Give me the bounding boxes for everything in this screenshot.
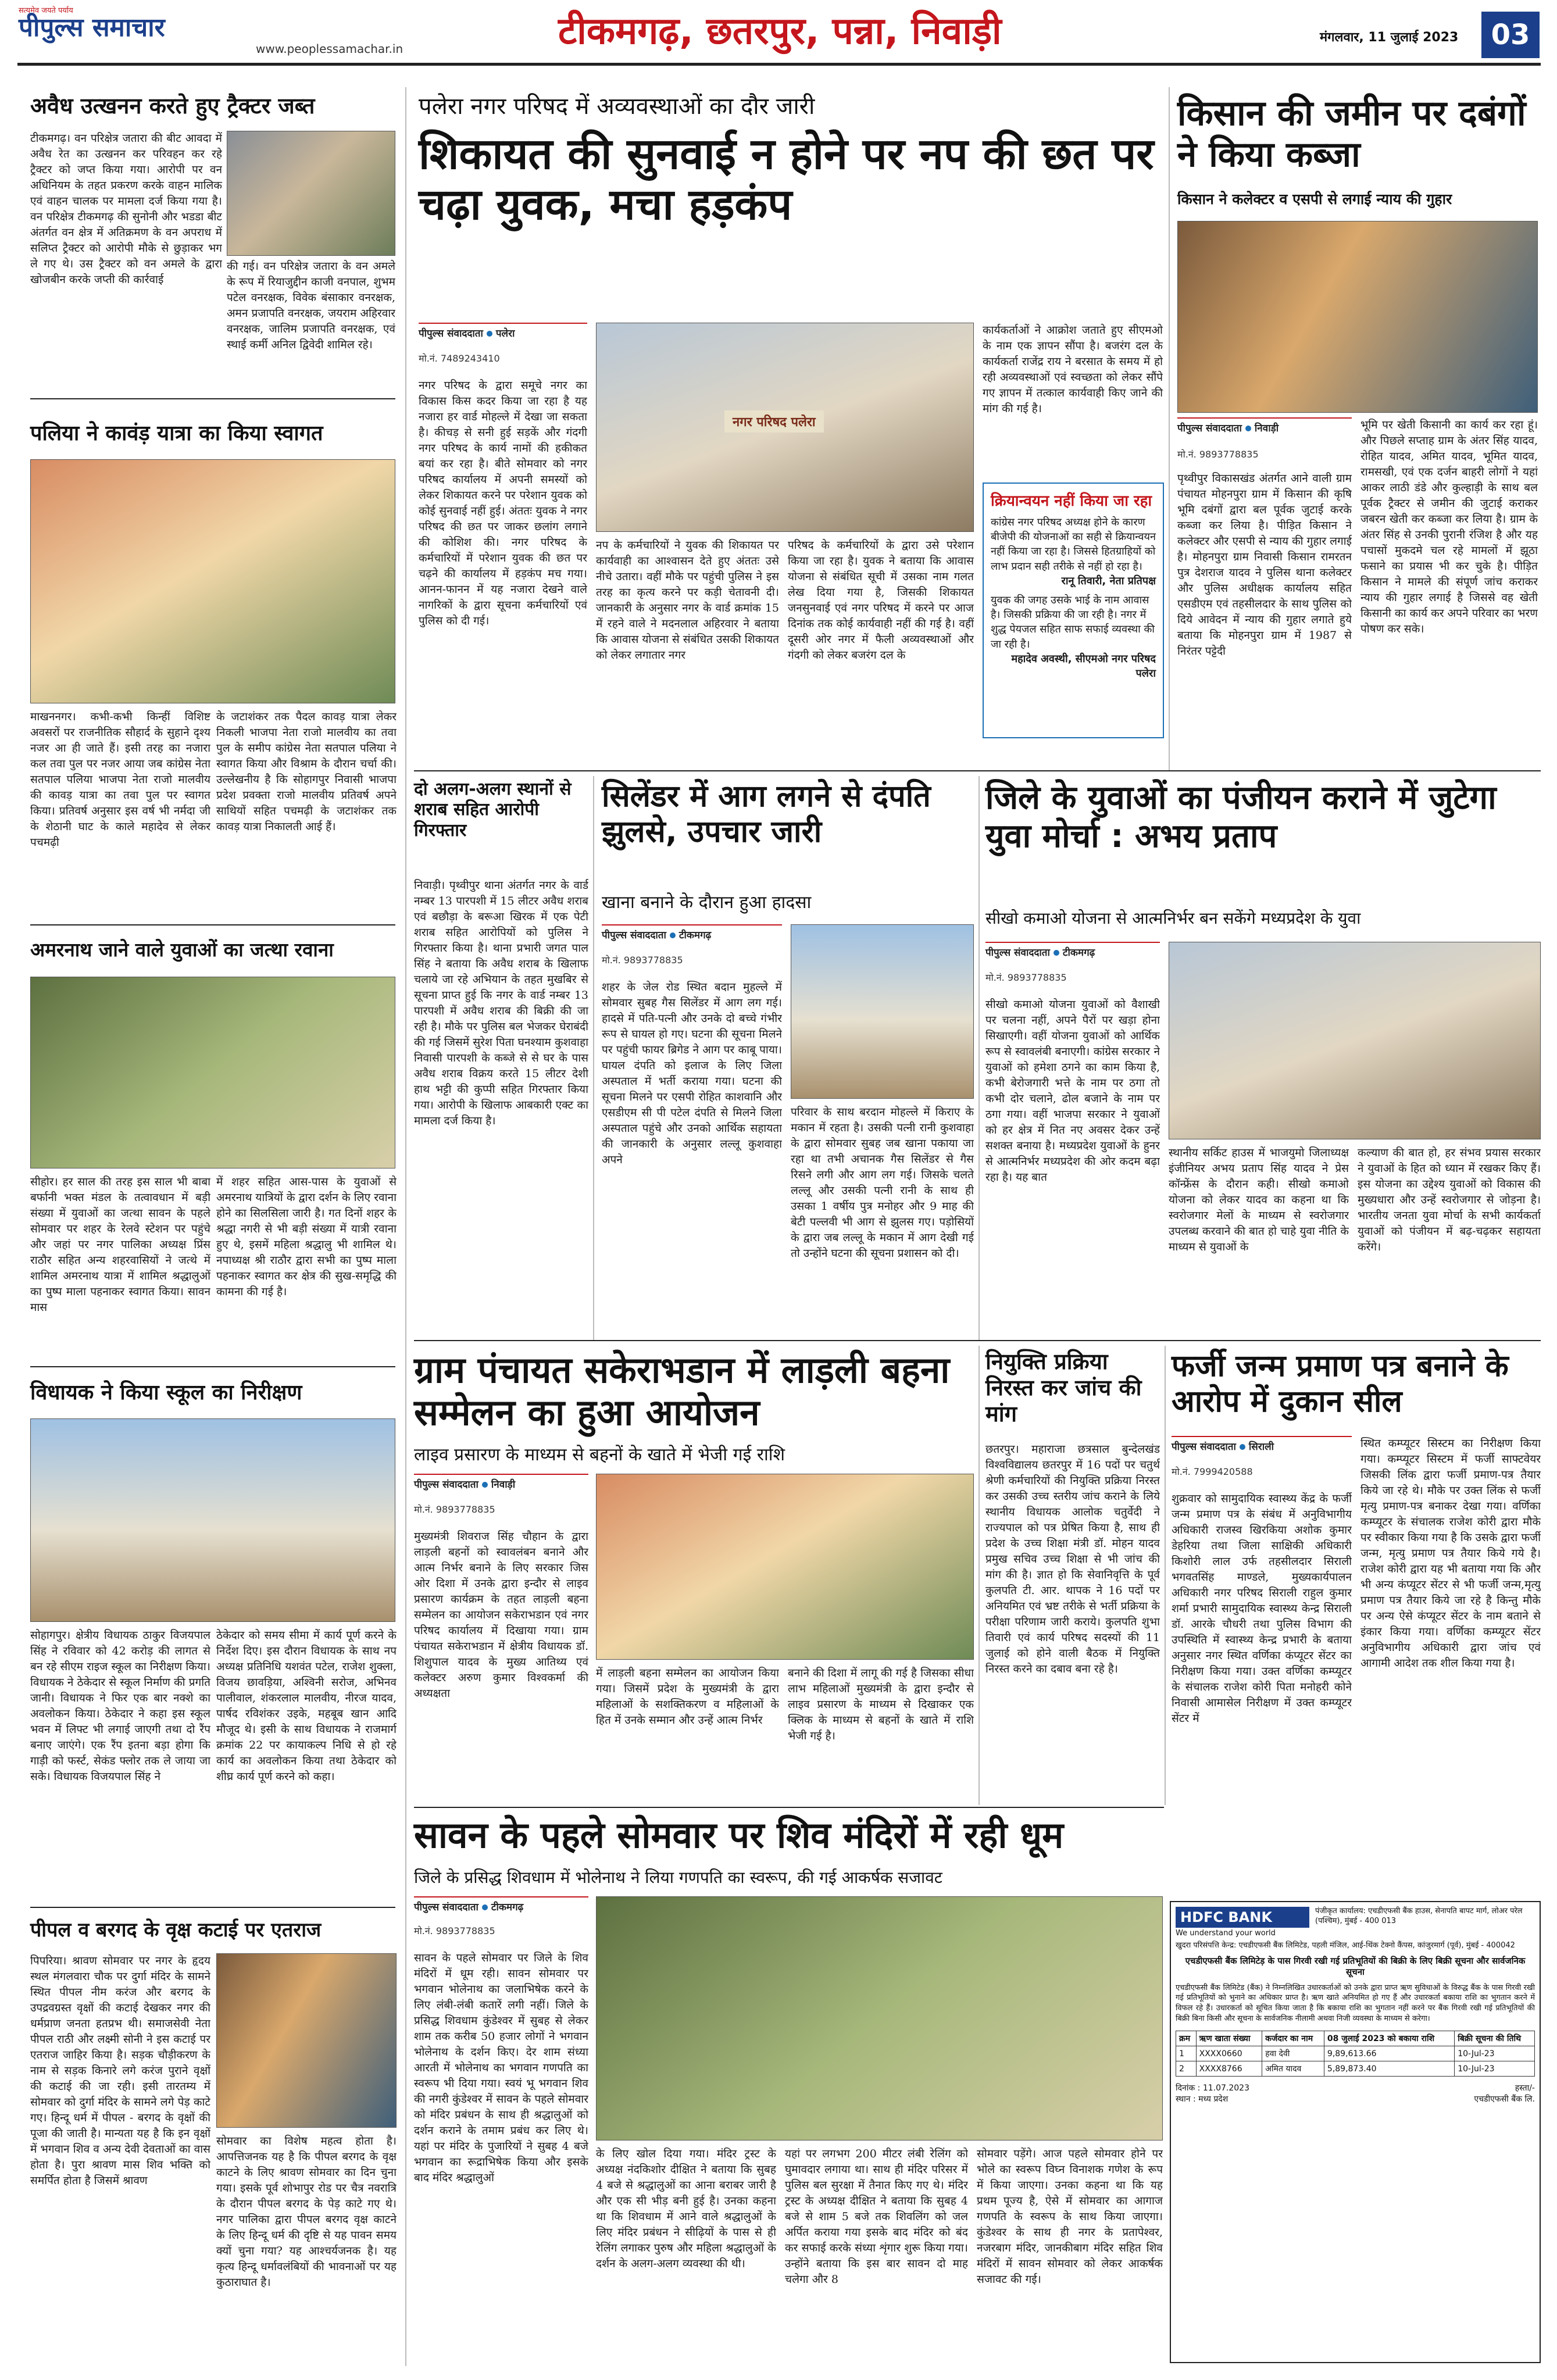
sawan-byline [414, 1896, 588, 1913]
notice-title: एचडीएफसी बैंक लिमिटेड़ के पास गिरवी रखी गई प्रतिभूतियों की बिक्री के लिए बिक्री सूचना और सार्वजनिक सूचना [1185, 1955, 1526, 1978]
column-divider [979, 1346, 980, 1805]
youth-body-a: सीखो कमाओ योजना युवाओं को वैशाखी पर चलना नहीं, अपने पैरों पर खड़ा होना सिखाएगी। वहीं योजना युवाओं को आर्थिक रूप से स्वावलंबी बनाएगी। कांग्रेस सरकार ने युवाओं को हमेशा ठगने का काम किया है, कभी बेरोजगारी भत्ते के नाम पर ठगा तो कभी दोर चलाने, ढोल बजाने के नाम पर ठगा गया। वहीं भाजपा सरकार ने युवाओं को हर क्षेत्र में नित नए अवसर देकर उन्हें सशक्त बनाया है। मध्यप्रदेश युवाओं के हुनर से आत्मनिर्भर मध्यप्रदेश की ओर कदम बढ़ा रहा है। यह बात [985, 998, 1160, 1184]
notice-body: एचडीएफसी बैंक लिमिटेड (बैंक) ने निम्नलिखित उधारकर्ताओं को उनके द्वारा प्राप्त ऋण सुविधाओं के विरुद्ध बैंक के पास गिरवी रखी गई प्रतिभूतियों को भुनाने का अधिकार प्राप्त है। ऋण खाते अनियमित हो गए हैं और उधारकर्ता बकाया राशि का भुगतान करने में विफल रहे हैं। उधारकर्ता को सूचित किया जाता है कि बकाया राशि का भुगतान नहीं करने पर बैंक गिरवी रखी गई प्रतिभूतियों की बिक्री बिना किसी और सूचना के सार्वजनिक नीलामी अथवा निजी व्यवस्था के माध्यम से करेगा। [1176, 1983, 1535, 2023]
amarnath-group-photo [30, 977, 395, 1168]
quote-1-author: रानू तिवारी, नेता प्रतिपक्ष [1061, 574, 1156, 587]
cylinder-byline [602, 924, 782, 941]
youth-mobile: मो.नं. 9893778835 [985, 972, 1067, 983]
story2-headline: पलिया ने कावंड़ यात्रा का किया स्वागत [30, 421, 323, 445]
column-divider [405, 87, 406, 2366]
col-header: 08 जुलाई 2023 को बकाया राशि [1324, 2031, 1454, 2046]
youth-subhead: सीखो कमाओ योजना से आत्मनिर्भर बन सकेंगे मध्यप्रदेश के युवा [985, 909, 1361, 928]
table-cell: XXXX8766 [1196, 2061, 1262, 2077]
byline-label: पीपुल्स संवाददाता [1172, 1441, 1236, 1453]
masthead-title: पीपुल्स समाचार [19, 13, 165, 42]
sharab-body: निवाड़ी। पृथ्वीपुर थाना अंतर्गत नगर के वार्ड नम्बर 13 पारपशी में 15 लीटर अवैध शराब एवं बछौड़ा के बरूआ खिरक में एक पेटी शराब सहित आरोपियों को पुलिस ने गिरफ्तार किया है। थाना प्रभारी जगत पाल सिंह ने बताया कि अवैध शराब के खिलाफ चलाये जा रहे अभियान के तहत मुखबिर से सूचना प्राप्त हुई कि नगर के वार्ड नम्बर 13 पारपशी में अवैध शराब की बिक्री की जा रही है। मौके पर पुलिस बल भेजकर घेराबंदी की गई जिसमें सुरेश पिता घनश्याम कुशवाहा निवासी पारपशी के कब्जे से से घर के पास अवैध शराब विक्रय करते 15 लीटर देशी हाथ भट्टी की कुप्पी सहित गिरफ्तार किया गया। आरोपी के खिलाफ आबकारी एक्ट का मामला दर्ज किया है। [414, 879, 588, 1127]
kisan-body-b: भूमि पर खेती किसानी का कार्य कर रहा हूं। और पिछले सप्ताह ग्राम के अंतर सिंह यादव, रोहित यादव, अमित यादव, भूमित यादव, रामसखी, एवं एक दर्जन बाहरी लोगों ने यहां आकर लाठी डंडे और कुल्हाड़ी के साथ बल पूर्वक ट्रैक्टर से जमीन की जुटाई कराकर जबरन खेती कर कब्जा कर लिया है। ग्राम के अंतर सिंह से उनकी पुरानी रंजिश है और यह पचासों मुकदमे चल रहे मामलों में झूठा फसाने का प्रयास भी कर चुके है। पीड़ित किसान ने मामले की संपूर्ण जांच कराकर न्याय की गुहार लगाई है जिससे वह खेती किसानी का कार्य कर अपने परिवार का भरण पोषण कर सके। [1360, 419, 1538, 635]
niyukti-body: छतरपुर। महाराजा छत्रसाल बुन्देलखंड विश्वविद्यालय छतरपुर में 16 पदों पर चतुर्थ श्रेणी कर्मचारियों की नियुक्ति प्रक्रिया निरस्त कर उसकी उच्च स्तरीय जांच कराने के लिये स्थानीय विधायक आलोक चतुर्वेदी ने राज्यपाल को पत्र प्रेषित किया है, साथ ही प्रदेश के उच्च शिक्षा मंत्री डॉ. मोहन यादव प्रमुख सचिव उच्च शिक्षा से भी जांच की मांग की है। ज्ञात हो कि सेवानिवृत्ति के पूर्व कुलपति टी. आर. थापक ने 16 पदों पर अनियमित एवं भ्रष्ट तरीके से भर्ती प्रक्रिया के परीक्षा परिणाम जारी कराये। कुलपति शुभा तिवारी एवं कार्य परिषद सदस्यों की 11 जुलाई को होने वाली बैठक में नियुक्ति निरस्त करने का दबाव बना रहे है। [985, 1443, 1160, 1675]
table-cell: XXXX0660 [1196, 2046, 1262, 2061]
table-cell: 10-Jul-23 [1455, 2061, 1535, 2077]
col-header: ऋण खाता संख्या [1196, 2031, 1262, 2046]
bank-logo [1176, 1907, 1309, 1938]
byline-place: पलेरा [495, 328, 515, 340]
palera-headline: शिकायत की सुनवाई न होने पर नप की छत पर चढ़ा युवक, मचा हड़कंप [419, 129, 1154, 230]
table-cell: 10-Jul-23 [1455, 2046, 1535, 2061]
kisan-mobile: मो.नं. 9893778835 [1177, 449, 1259, 460]
palera-body-d: कार्यकर्ताओं ने आक्रोश जताते हुए सीएमओ के नाम एक ज्ञापन सौंपा है। बजरंग दल के कार्यकर्ता राजेंद्र राय ने बरसात के समय में हो रही अव्यवस्थाओं एवं स्वच्छता को लेकर सौंपे गए ज्ञापन में तत्काल कार्यवाही किए जाने की मांग की गई है। [983, 324, 1163, 415]
divider [414, 1340, 1541, 1341]
palera-quote-box [983, 483, 1164, 738]
table-cell: अमित यादव [1262, 2061, 1324, 2077]
kisan-body-a: पृथ्वीपुर विकासखंड अंतर्गत आने वाली ग्राम पंचायत मोहनपुरा ग्राम में किसान की कृषि भूमि दबंगों द्वारा बल पूर्वक जुटाई करके कब्जा कर लिया है। पीड़ित किसान ने कलेक्टर और एसपी से न्याय की गुहार लगाई है। मोहनपुरा ग्राम निवासी किसान रामरतन पुत्र देशराज यादव ने पुलिस थाना कलेक्टर और पुलिस अधीक्षक कार्यालय सहित एसडीएम एवं तहसीलदार के साथ पुलिस को दिये आवेदन में न्याय की गुहार लगाते हुये बताया कि मोहनपुरा ग्राम में 1987 से निरंतर पट्टेदी [1177, 472, 1352, 657]
byline-label: पीपुल्स संवाददाता [1177, 423, 1242, 434]
bullet-icon [1245, 426, 1251, 431]
farji-body-a: शुक्रवार को सामुदायिक स्वास्थ्य केंद्र के फर्जी जन्म प्रमाण पत्र के संबंध में अनुविभागीय अधिकारी राजस्व खिरकिया अशोक कुमार डेहरिया तथा जिला साक्षिकी अधिकारी किशोरी लाल उर्फ तहसीलदार सिराली भगवतसिंह माण्डले, मुख्यकार्यपालन अधिकारी नगर परिषद सिराली राहुल कुमार शर्मा प्रभारी सामुदायिक स्वास्थ्य केन्द्र सिराली डॉ. आरके चौधरी तथा पुलिस विभाग की उपस्थिति में स्वास्थ्य केन्द्र प्रभारी के बताया अनुसार नगर स्थित वर्णिका कंप्यूटर सेंटर का निरीक्षण किया गया। उक्त वर्णिका कम्प्यूटर के संचालक राजेश कोरी पिता मनोहरी कोने निवासी आमासेल निरीक्षण में उक्त कम्प्यूटर सेंटर में [1172, 1492, 1352, 1725]
table-cell: 2 [1176, 2061, 1197, 2077]
byline-label: पीपुल्स संवाददाता [602, 930, 666, 941]
sawan-body-c: यहां पर लगभग 200 मीटर लंबी रेलिंग को घुमावदार लगाया था। साथ ही मंदिर परिसर में पुलिस बल सुरक्षा में तैनात किए गए थे। मंदिर ट्रस्ट के अध्यक्ष दीक्षित ने बताया कि सुबह 4 बजे से शाम 5 बजे तक शिवलिंग को जल अर्पित कराया गया इसके बाद मंदिर को बंद कर सफाई करके संध्या शृंगार शुरू किया गया। उन्होंने बताया कि इस बार सावन दो माह चलेगा और 8 [785, 2147, 968, 2286]
gram-byline [414, 1474, 588, 1491]
gram-body-a: मुख्यमंत्री शिवराज सिंह चौहान के द्वारा लाड़ली बहनों को स्वावलंबन बनाने और आत्म निर्भर बनाने के लिए सरकार जिस ओर दिशा में उनके द्वारा इन्दौर से लाइव प्रसारण कार्यक्रम के तहत लाड़ली बहना सम्मेलन का आयोजन सकेराभडान एवं नगर परिषद कार्यालय में दिखाया गया। ग्राम पंचायत सकेराभडान में क्षेत्रीय विधायक डॉ. शिशुपाल यादव के मुख्य आतिथ्य एवं कलेक्टर अरुण कुमार विश्वकर्मा की अध्यक्षता [414, 1530, 588, 1700]
column-divider [593, 776, 594, 1340]
byline-label: पीपुल्स संवाददाता [419, 328, 483, 340]
sawan-mobile: मो.नं. 9893778835 [414, 1925, 495, 1936]
page-title: टीकमगढ़, छतरपुर, पन्ना, निवाड़ी [558, 10, 1002, 53]
sawan-headline: सावन के पहले सोमवार पर शिव मंदिरों में रही धूम [414, 1814, 1064, 1856]
bank-notice [1170, 1901, 1541, 2363]
bullet-icon [482, 1482, 488, 1488]
photo-signboard: नगर परिषद पलेरा [724, 410, 824, 433]
issue-date: मंगलवार, 11 जुलाई 2023 [1320, 30, 1459, 45]
kisan-byline [1177, 417, 1352, 434]
story4-body-a: सोहागपुर। क्षेत्रीय विधायक ठाकुर विजयपाल सिंह ने रविवार को 42 करोड़ की लागत से बन रहे सीएम राइज स्कूल का निरीक्षण किया। विधायक ने ठेकेदार से स्कूल निर्माण की प्रगति जानी। विधायक ने फिर एक बार नक्शे का अवलोकन किया। ठेकेदार ने कहा इस स्कूल भवन में लिफ्ट भी लगाई जाएगी तथा दो रैंप बनाए जाएंगे। एक रैंप इतना बड़ा होगा कि गाड़ी को फर्स्ट, सेकंड फ्लोर तक ले जाया जा सके। विधायक विजयपाल सिंह ने [30, 1629, 210, 1783]
palera-kicker: पलेरा नगर परिषद में अव्यवस्थाओं का दौर जारी [419, 93, 815, 120]
niyukti-headline: नियुक्ति प्रक्रिया निरस्त कर जांच की मांग [985, 1349, 1142, 1427]
palera-body-c: परिषद के कर्मचारियों के द्वारा उसे परेशान किया जा रहा है। युवक ने बताया कि आवास योजना से संबंधित सूची में उसका नाम गलत लेख दिया गया है, जिसकी शिकायत जनसुनवाई एवं नगर परिषद में करने पर आज दिनांक तक कोई कार्यवाही नहीं की गई है। वहीं दूसरी ओर नगर में फैली अव्यवस्थाओं और गंदगी को लेकर बजरंग दल के [788, 539, 974, 662]
divider [30, 398, 395, 399]
quote-2 [991, 593, 1156, 681]
temple-crowd-photo [596, 1896, 1163, 2140]
youth-headline: जिले के युवाओं का पंजीयन कराने में जुटेगा युवा मोर्चा : अभय प्रताप [985, 779, 1497, 856]
tractor-photo [227, 131, 395, 256]
sawan-body-b: के लिए खोल दिया गया। मंदिर ट्रस्ट के अध्यक्ष नंदकिशोर दीक्षित ने बताया कि सुबह 4 बजे से श्रद्धालुओं का आना बराबर जारी है और एक सी भीड़ बनी हुई है। उनका कहना था कि शिवधाम में आने वाले श्रद्धालुओं के लिए मंदिर प्रबंधन ने सीढ़ियों के पास से ही रेलिंग लगाकर पुरुष और महिला श्रद्धालुओं के दर्शन के अलग-अलग व्यवस्था की थी। [596, 2147, 776, 2270]
cylinder-body-a: शहर के जेल रोड स्थित बदान मुहल्ले में सोमवार सुबह गैस सिलेंडर में आग लग गई। हादसे में पति-पत्नी और उनके दो बच्चे गंभीर रूप से घायल हो गए। घटना की सूचना मिलने पर पहुंची फायर ब्रिगेड ने आग पर काबू पाया। घायल दंपति को इलाज के लिए जिला अस्पताल में भर्ती कराया गया। घटना की सूचना मिलने पर एसपी रोहित काशवानि और एसडीएम सी पी पटेल दंपति से मिलने जिला अस्पताल पहुंचे और उनको आर्थिक सहायता की जानकारी के अनुसार लल्लू कुशवाहा अपने [602, 981, 782, 1166]
palera-byline [419, 323, 587, 340]
divider [414, 1807, 1164, 1808]
table-header-row [1176, 2031, 1535, 2046]
bullet-icon [670, 932, 676, 938]
column-divider [1169, 87, 1170, 770]
kawad-yatra-photo [30, 459, 395, 703]
sawan-subhead: जिले के प्रसिद्ध शिवधाम में भोलेनाथ ने लिया गणपति का स्वरूप, की गई आकर्षक सजावट [414, 1868, 942, 1887]
farji-byline [1172, 1436, 1352, 1453]
tree-cutting-photo [216, 1953, 397, 2128]
story1-body-a: टीकमगढ़। वन परिक्षेत्र जतारा की बीट आवदा में अवैध रेत का उत्खनन कर परिवहन कर रहे ट्रैक्टर को जप्त किया गया। आरोपी पर वन अधिनियम के तहत प्रकरण करके वाहन मालिक एवं वाहन चालक पर मामला दर्ज किया गया है। वन परिक्षेत्र टीकमगढ़ की सुनोनी और भडडा बीट अंतर्गत वन क्षेत्र में अतिक्रमण के वन अपराध में सलिप्त ट्रैक्टर को आरोपी मौके से छुड़ाकर भग ले गए थे। उस ट्रैक्टर को वन अमले के द्वारा खोजबीन करके जप्ती की कार्रवाई [30, 132, 222, 286]
divider [30, 1907, 395, 1908]
table-cell: 1 [1176, 2046, 1197, 2061]
gram-body-b: में लाड़ली बहना सम्मेलन का आयोजन किया गया। जिसमें प्रदेश के मुख्यमंत्री के द्वारा महिलाओं के सशक्तिकरण व महिलाओं के हित में उनके सम्मान और उन्हें आत्म निर्भर [596, 1667, 779, 1727]
story2-body-a: माखननगर। कभी-कभी किन्हीं विशिष्ट अवसरों पर राजनीतिक सौहार्द के सुहाने दृश्य नजर आ ही जाते हैं। इसी तरह का नजारा कल तवा पुल पर नजर आया जब कांग्रेस नेता सतपाल पलिया भाजपा नेता राजो मालवीय की कावड़ यात्रा का तवा पुल पर स्वागत किया। प्रतिवर्ष अनुसार इस वर्ष भी नर्मदा जी के शेठानी घाट के काले महादेव से लेकर पचमढ़ी [30, 710, 210, 849]
kisan-subhead: किसान ने कलेक्टर व एसपी से लगाई न्याय की गुहार [1177, 191, 1452, 208]
quote-1 [991, 515, 1156, 588]
byline-place: सिराली [1248, 1441, 1274, 1453]
youth-body-b: स्थानीय सर्किट हाउस में भाजयुमो जिलाध्यक्ष इंजीनियर अभय प्रताप सिंह यादव ने प्रेस कॉन्फ्रेंस के दौरान कही। सीखो कमाओ योजना को लेकर यादव का कहना था कि स्वरोजगार मेलों के माध्यम से स्वरोजगार उपलब्ध करवाने की बात हो चाहे युवा नीति के माध्यम से युवाओं के [1169, 1146, 1349, 1253]
school-inspection-photo [30, 1418, 395, 1622]
cylinder-mobile: मो.नं. 9893778835 [602, 955, 683, 966]
sammelan-photo [596, 1474, 974, 1660]
youth-byline [985, 942, 1160, 959]
story1-headline: अवैध उत्खनन करते हुए ट्रैक्टर जब्त [30, 93, 315, 119]
cylinder-body-b: परिवार के साथ बरदान मोहल्ले में किराए के मकान में रहता है। उसकी पत्नी रानी कुशवाहा के द्वारा सोमवार सुबह जब खाना पकाया जा रहा था तभी अचानक गैस सिलेंडर से गैस रिसने लगी और आग लग गई। जिसके चलते लल्लू और उसकी पत्नी रानी के साथ ही उसका 1 वर्षीय पुत्र मनोहर और 9 माह की बेटी पल्लवी भी आग से झुलस गए। पड़ोसियों के द्वारा जब लल्लू के मकान में आग देखी गई तो उन्होंने घटना की सूचना प्रशासन को दी। [791, 1106, 974, 1260]
sawan-body-d: सोमवार पड़ेंगे। आज पहले सोमवार होने पर भोले का स्वरूप विघ्न विनाशक गणेश के रूप में किया जाएगा। उनका कहना था कि यह प्रथम पूज्य है, ऐसे में सोमवार का आगाज गणपति के स्वरूप के साथ किया जाएगा। कुंडेश्वर के साथ ही नगर के प्रतापेश्वर, नजरबाग मंदिर, जानकीबाग मंदिर सहित शिव मंदिरों में सावन सोमवार को लेकर आकर्षक सजावट की गई। [977, 2147, 1163, 2286]
masthead [19, 5, 245, 58]
masthead-small: सत्यमेव जयते पर्याय [19, 6, 73, 15]
table-row [1176, 2061, 1535, 2077]
col-header: क्रम [1176, 2031, 1197, 2046]
quote-1-text: कांग्रेस नगर परिषद अध्यक्ष होने के कारण बीजेपी की योजनाओं का सही से क्रियान्वयन नहीं किया जा रहा है। जिससे हितग्राहियों को लाभ प्रदान सही तरीके से नहीं हो रहा है। [991, 516, 1156, 573]
story5-body-a: पिपरिया। श्रावण सोमवार पर नगर के हृदय स्थल मंगलवारा चौक पर दुर्गा मंदिर के सामने स्थित पीपल नीम करंज और बरगद के उपद्रवग्रस्त वृक्षों की कटाई देखकर नगर की धर्मप्राण जनता हतप्रभ थी। समाजसेवी नेता पीपल राठी और लक्ष्मी सोनी ने इस कटाई पर एतराज जाहिर किया है। सड़क चौड़ीकरण के नाम से सड़क किनारे लगे करंज पुराने वृक्षों की कटाई की जा रही। इसी तारतम्य में सोमवार को दुर्गा मंदिर के सामने लगे पेड़ काटे गए। हिन्दू धर्म में पीपल - बरगद के वृक्षों की पूजा की जाती है। मान्यता यह है कि इन वृक्षों में भगवान शिव व अन्य देवी देवताओं का वास होता है। पुरा श्रावण मास शिव भक्ति को समर्पित होता है जिसमें श्रावण [30, 1954, 210, 2187]
notice-place: स्थान : मध्य प्रदेश [1176, 2095, 1229, 2104]
palera-office-photo [596, 323, 974, 532]
bank-name: HDFC BANK [1176, 1907, 1309, 1928]
bullet-icon [1054, 950, 1059, 956]
cylinder-headline: सिलेंडर में आग लगने से दंपति झुलसे, उपचार जारी [602, 779, 931, 850]
cylinder-hospital-photo [791, 924, 974, 1099]
palera-mobile: मो.नं. 7489243410 [419, 353, 500, 364]
byline-place: टीकमगढ़ [491, 1902, 524, 1913]
bank-branch: खुदरा परिसंपत्ति केन्द्र: एचडीएफसी बैंक लिमिटेड, पहली मंजिल, आई-थिंक टेक्नो कैंपस, कांजुरमार्ग (पूर्व), मुंबई - 400042 [1176, 1941, 1515, 1950]
farji-body-b: स्थित कम्प्यूटर सिस्टम का निरीक्षण किया गया। कम्प्यूटर सिस्टम में फर्जी साफ्टवेयर जिसकी लिंक द्वारा फर्जी प्रमाण-पत्र तैयार किये जा रहे थे। मौके पर उक्त लिंक से फर्जी मृत्यु प्रमाण-पत्र बनाकर देखा गया। वर्णिका कम्प्यूटर के संचालक राजेश कोरी द्वारा मौके पर स्वीकार किया गया है कि उसके द्वारा फर्जी जन्म, मृत्यु प्रमाण पत्र तैयार किये गये है। राजेश कोरी द्वारा यह भी बताया गया कि और भी अन्य कंप्यूटर सेंटर से भी फर्जी जन्म,मृत्यु प्रमाण पत्र तैयार किये जा रहे है किन्तु मौके पर अन्य ऐसे कंप्यूटर सेंटर के नाम बताने से इंकार किया गया। वर्णिका कम्प्यूटर सेंटर अनुविभागीय अधिकारी द्वारा जांच एवं आगामी आदेश तक शील किया गया है। [1360, 1437, 1541, 1670]
byline-label: पीपुल्स संवाददाता [414, 1479, 478, 1491]
byline-label: पीपुल्स संवाददाता [414, 1902, 478, 1913]
bullet-icon [487, 331, 492, 337]
story3-body-a: सीहोर। हर साल की तरह इस साल भी बाबा बर्फानी भक्त मंडल के तत्वावधान में बड़ी संख्या में युवाओं का जत्था सावन के पहले सोमवार पर शहर के रेलवे स्टेशन पर पहुंचे और जहां पर नगर पालिका अध्यक्ष प्रिंस राठौर सहित अन्य शहरवासियों ने जत्थे में शामिल अमरनाथ यात्रा में शामिल श्रद्धालुओं का पुष्प माला पहनाकर स्वागत किया। सावन मास [30, 1175, 210, 1314]
table-cell: 9,89,613.66 [1324, 2046, 1454, 2061]
divider [414, 770, 1541, 771]
quote-2-author: महादेव अवस्थी, सीएमओ नगर परिषद पलेरा [1011, 652, 1156, 680]
palera-body-a: नगर परिषद के द्वारा समूचे नगर का विकास किस कदर किया जा रहा है यह नजारा हर वार्ड मोहल्ले में देखा जा सकता है। कीचड़ से सनी हुई सड़कें और गंदगी नगर परिषद के कार्य नामों की हकीकत बयां कर रहा है। बीते सोमवार को नगर परिषद कार्यालय में अपनी समस्यों को लेकर शिकायत करने पर परेशान युवक को कोई सुनवाई नहीं हुई। अंततः युवक ने नगर परिषद की छत पर जाकर छलांग लगाने की कोशिश की। नगर परिषद के कर्मचारियों में परेशान युवक की छत पर चढ़ने की कार्यालय में हड़कंप मच गया। आनन-फानन में यह नजारा देखने वाले नागरिकों के द्वारा सूचना कर्मचारियों एवं पुलिस को दी गई। [419, 379, 587, 627]
farji-mobile: मो.नं. 7999420588 [1172, 1466, 1253, 1477]
byline-place: टीकमगढ़ [678, 930, 712, 941]
table-cell: 5,89,873.40 [1324, 2061, 1454, 2077]
story1-body-b: की गई। वन परिक्षेत्र जतारा के वन अमले के रूप में रियाजुद्दीन काजी वनपाल, शुभम पटेल वनरक्षक, विवेक बंसाकार वनरक्षक, अमन प्रजापति वनरक्षक, जयराम अहिरवार वनरक्षक, जालिम प्रजापति वनरक्षक, एवं स्थाई कर्मी अनिल द्विवेदी शामिल रहे। [227, 260, 395, 351]
notice-table [1176, 2031, 1535, 2077]
header-rule [17, 63, 1541, 66]
sawan-body-a: सावन के पहले सोमवार पर जिले के शिव मंदिरों में धूम रही। सावन सोमवार पर भगवान भोलेनाथ का जलाभिषेक करने के लिए लंबी-लंबी कतारें लगी नहीं। जिले के प्रसिद्ध शिवधाम कुंडेश्वर में सुबह से लेकर शाम तक करीब 50 हजार लोगों ने भगवान भोलेनाथ के दर्शन किए। देर शाम संध्या आरती में भोलेनाथ का भगवान गणपति का स्वरूप भी दिया गया। स्वयं भू भगवान शिव की नगरी कुंडेश्वर में सावन के पहले सोमवार को मंदिर प्रबंधन के साथ ही श्रद्धालुओं को दर्शन कराने के तमाम प्रबंध कर लिए थे। यहां पर मंदिर के पुजारियों ने सुबह 4 बजे भगवान का रूद्राभिषेक किया और इसके बाद मंदिर श्रद्धालुओं [414, 1952, 588, 2184]
bullet-icon [1240, 1444, 1245, 1450]
youth-body-c: कल्याण की बात हो, हर संभव प्रयास सरकार ने युवाओं के हित को ध्यान में रखकर किए हैं। इस योजना का उद्देश्य युवाओं को विकास की मुख्यधारा और उन्हें स्वरोजगार से जोड़ना है। भारतीय जनता युवा मोर्चा के सभी कार्यकर्ता युवाओं को पंजीयन में बढ़-चढ़कर सहायता करेंगे। [1358, 1146, 1541, 1253]
kisan-group-photo [1177, 221, 1538, 413]
story3-headline: अमरनाथ जाने वाले युवाओं का जत्था रवाना [30, 938, 334, 961]
press-conference-photo [1169, 942, 1541, 1139]
story2-body-b: के जटाशंकर तक पैदल कावड़ यात्रा लेकर निकली भाजपा नेता राजो मालवीय का तवा पुल के समीप कांग्रेस नेता सतपाल पलिया ने स्वागत किया और विश्राम के दौरान चर्चा की। उल्लेखनीय है कि सोहागपुर निवासी भाजपा प्रदेश प्रवक्ता राजो मालवीय प्रतिवर्ष अपने साथियों सहित पचमढ़ी के जटाशंकर तक कावड़ यात्रा निकालती आई हैं। [216, 710, 397, 833]
story4-headline: विधायक ने किया स्कूल का निरीक्षण [30, 1381, 302, 1405]
story3-body-b: में शहर सहित आस-पास के युवाओं से अमरनाथ यात्रियों के द्वारा दर्शन के लिए रवाना होने का सिलसिला जारी है। गत दिनों शहर के श्रद्धा नगरी से भी बड़ी संख्या में यात्री रवाना हुए थे, इसमें महिला श्रद्धालु भी शामिल थे। नपाध्यक्ष श्री राठौर द्वारा सभी का पुष्प माला पहनाकर स्वागत कर क्षेत्र की सुख-समृद्धि की कामना की गई है। [216, 1175, 397, 1298]
story5-headline: पीपल व बरगद के वृक्ष कटाई पर एतराज [30, 1918, 322, 1942]
farji-headline: फर्जी जन्म प्रमाण पत्र बनाने के आरोप में दुकान सील [1172, 1349, 1509, 1420]
sharab-headline: दो अलग-अलग स्थानों से शराब सहित आरोपी गिरफ्तार [414, 779, 572, 841]
story5-body-b: सोमवार का विशेष महत्व होता है। आपत्तिजनक यह है कि पीपल बरगद के वृक्ष काटने के लिए श्रावण सोमवार का दिन चुना गया। इसके पूर्व शोभापुर रोड पर चैत्र नवरात्रि के दौरान पीपल बरगद के पेड़ काटे गए थे। नगर पालिका द्वारा पीपल बरगद वृक्ष काटने के लिए हिन्दू धर्म की दृष्टि से यह पावन समय क्यों चुना गया? यह आश्चर्यजनक है। यह कृत्य हिन्दू धर्मावलंबियों की भावनाओं पर यह कुठाराघात है। [216, 2135, 397, 2289]
bank-tagline: We understand your world [1176, 1929, 1276, 1938]
gram-mobile: मो.नं. 9893778835 [414, 1504, 495, 1515]
cylinder-subhead: खाना बनाने के दौरान हुआ हादसा [602, 892, 812, 913]
col-header: बिक्री सूचना की तिथि [1455, 2031, 1535, 2046]
col-header: कर्जदार का नाम [1262, 2031, 1324, 2046]
quote-2-text: युवक की जगह उसके भाई के नाम आवास है। जिसकी प्रक्रिया की जा रही है। नगर में शुद्ध पेयजल सहित साफ सफाई व्यवस्था की जा रही है। [991, 594, 1155, 651]
notice-sign: हस्ता/- [1515, 2084, 1535, 2093]
bank-office: पंजीकृत कार्यालय: एचडीएफसी बैंक हाउस, सेनापति बापट मार्ग, लोअर परेल (पश्चिम), मुंबई - 400 013 [1315, 1907, 1523, 1925]
gram-subhead: लाइव प्रसारण के माध्यम से बहनों के खाते में भेजी गई राशि [414, 1445, 785, 1465]
gram-body-c: बनाने की दिशा में लागू की गई है जिसका सीधा लाभ महिलाओं मुख्यमंत्री के द्वारा इन्दौर से लाइव प्रसारण के माध्यम से दिखाकर एक क्लिक के माध्यम से बहनों के खाते में राशि भेजी गई है। [788, 1667, 974, 1742]
palera-body-b: नप के कर्मचारियों ने युवक की शिकायत पर कार्यवाही का आश्वासन देते हुए अंततः उसे नीचे उतारा। वहीं मौके पर पहुंची पुलिस ने इस तरह का कृत्य करने पर कड़ी चेतावनी दी। जानकारी के अनुसार नगर के वार्ड क्रमांक 15 में रहने वाले ने मदनलाल अहिरवार ने बताया कि आवास योजना से संबंधित उसकी शिकायत को लेकर लगातार नगर [596, 539, 779, 662]
kisan-headline: किसान की जमीन पर दबंगों ने किया कब्जा [1177, 93, 1526, 175]
column-divider [1165, 1346, 1166, 1805]
byline-label: पीपुल्स संवाददाता [985, 947, 1050, 959]
notice-date: दिनांक : 11.07.2023 [1176, 2084, 1249, 2093]
table-cell: हवा देवी [1262, 2046, 1324, 2061]
table-row [1176, 2046, 1535, 2061]
gram-headline: ग्राम पंचायत सकेराभडान में लाड़ली बहना सम्मेलन का हुआ आयोजन [414, 1349, 950, 1434]
website-url: www.peoplessamachar.in [256, 42, 403, 56]
page-number: 03 [1481, 12, 1540, 58]
notice-sign-entity: एचडीएफसी बैंक लि. [1474, 2095, 1535, 2104]
quote-box-title: क्रियान्वयन नहीं किया जा रहा [991, 492, 1152, 510]
bullet-icon [482, 1904, 488, 1910]
divider [30, 924, 395, 925]
story4-body-b: ठेकेदार को समय सीमा में कार्य पूर्ण करने के निर्देश दिए। इस दौरान विधायक के साथ नप अध्यक्ष प्रतिनिधि यशवंत पटेल, राजेश शुक्ला, विजय छावड़िया, अश्विनी सरोज, अभिनव पालीवाल, शंकरलाल मालवीय, नीरज यादव, पार्षद रविशंकर उइके, महबूब खान आदि मौजूद थे। इसी के साथ विधायक ने राजमार्ग क्रमांक 22 पर कायाकल्प निधि से हो रहे कार्य का अवलोकन किया तथा ठेकेदार को शीघ्र कार्य पूर्ण करने को कहा। [216, 1629, 397, 1783]
byline-place: टीकमगढ़ [1062, 947, 1095, 959]
column-divider [979, 776, 980, 1340]
divider [30, 1366, 395, 1367]
byline-place: निवाड़ी [491, 1479, 516, 1491]
byline-place: निवाड़ी [1254, 423, 1279, 434]
